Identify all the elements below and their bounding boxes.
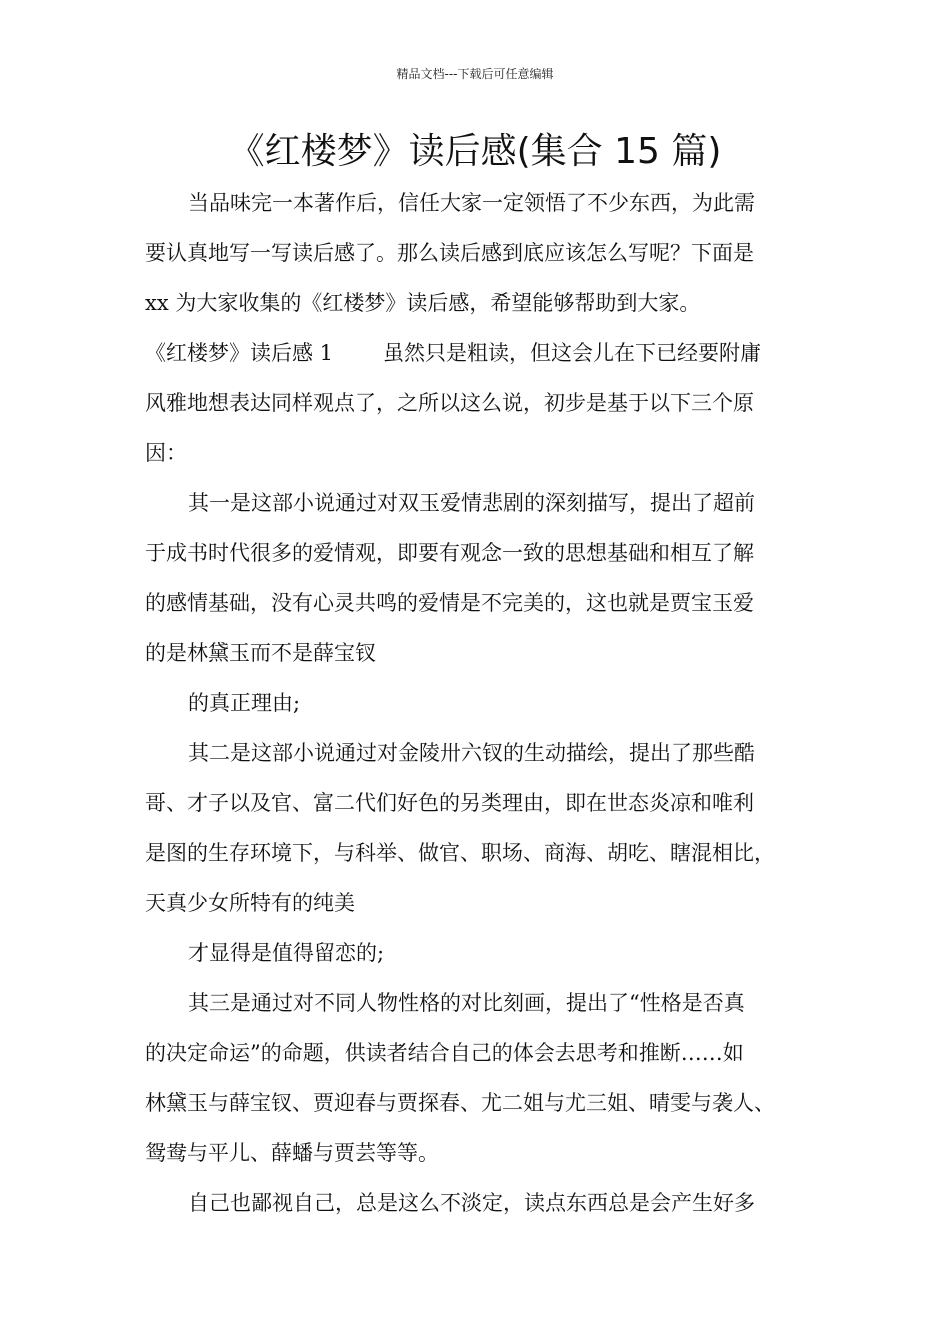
paragraph-line: 林黛玉与薛宝钗、贾迎春与贾探春、尤二姐与尤三姐、晴雯与袭人、 — [145, 1091, 775, 1115]
paragraph-line: 天真少女所特有的纯美 — [145, 891, 355, 915]
section-heading: 《红楼梦》读后感 1 — [145, 341, 334, 365]
paragraph-line: xx 为大家收集的《红楼梦》读后感，希望能够帮助到大家。 — [145, 291, 701, 315]
document-body — [145, 178, 835, 1228]
paragraph-line: 其一是这部小说通过对双玉爱情悲剧的深刻描写，提出了超前 — [188, 491, 755, 515]
paragraph-line: 哥、才子以及官、富二代们好色的另类理由，即在世态炎凉和唯利 — [145, 791, 754, 815]
paragraph-line-with-heading — [145, 328, 835, 378]
paragraph-line: 于成书时代很多的爱情观，即要有观念一致的思想基础和相互了解 — [145, 541, 754, 565]
paragraph-line: 其三是通过对不同人物性格的对比刻画，提出了“性格是否真 — [188, 991, 745, 1015]
paragraph-line: 自己也鄙视自己，总是这么不淡定，读点东西总是会产生好多 — [188, 1191, 755, 1215]
page-header: 精品文档---下载后可任意编辑 — [396, 67, 554, 81]
paragraph-line: 的真正理由; — [188, 691, 301, 715]
paragraph-line: 是图的生存环境下，与科举、做官、职场、商海、胡吃、瞎混相比， — [145, 841, 775, 865]
paragraph-line: 当品味完一本著作后，信任大家一定领悟了不少东西，为此需 — [188, 191, 755, 215]
paragraph-line: 才显得是值得留恋的; — [188, 941, 385, 965]
paragraph-line: 的感情基础，没有心灵共鸣的爱情是不完美的，这也就是贾宝玉爱 — [145, 591, 754, 615]
paragraph-line: 其二是这部小说通过对金陵卅六钗的生动描绘，提出了那些酷 — [188, 741, 755, 765]
paragraph-text: 虽然只是粗读，但这会儿在下已经要附庸 — [383, 341, 762, 365]
paragraph-line: 鸳鸯与平儿、薛蟠与贾芸等等。 — [145, 1141, 439, 1165]
paragraph-line: 要认真地写一写读后感了。那么读后感到底应该怎么写呢？下面是 — [145, 241, 754, 265]
paragraph-line: 的是林黛玉而不是薛宝钗 — [145, 641, 376, 665]
paragraph-line: 的决定命运”的命题，供读者结合自己的体会去思考和推断……如 — [145, 1041, 744, 1065]
paragraph-line: 风雅地想表达同样观点了，之所以这么说，初步是基于以下三个原 — [145, 391, 754, 415]
document-title: 《红楼梦》读后感(集合 15 篇) — [228, 131, 722, 172]
paragraph-line: 因： — [145, 441, 187, 465]
